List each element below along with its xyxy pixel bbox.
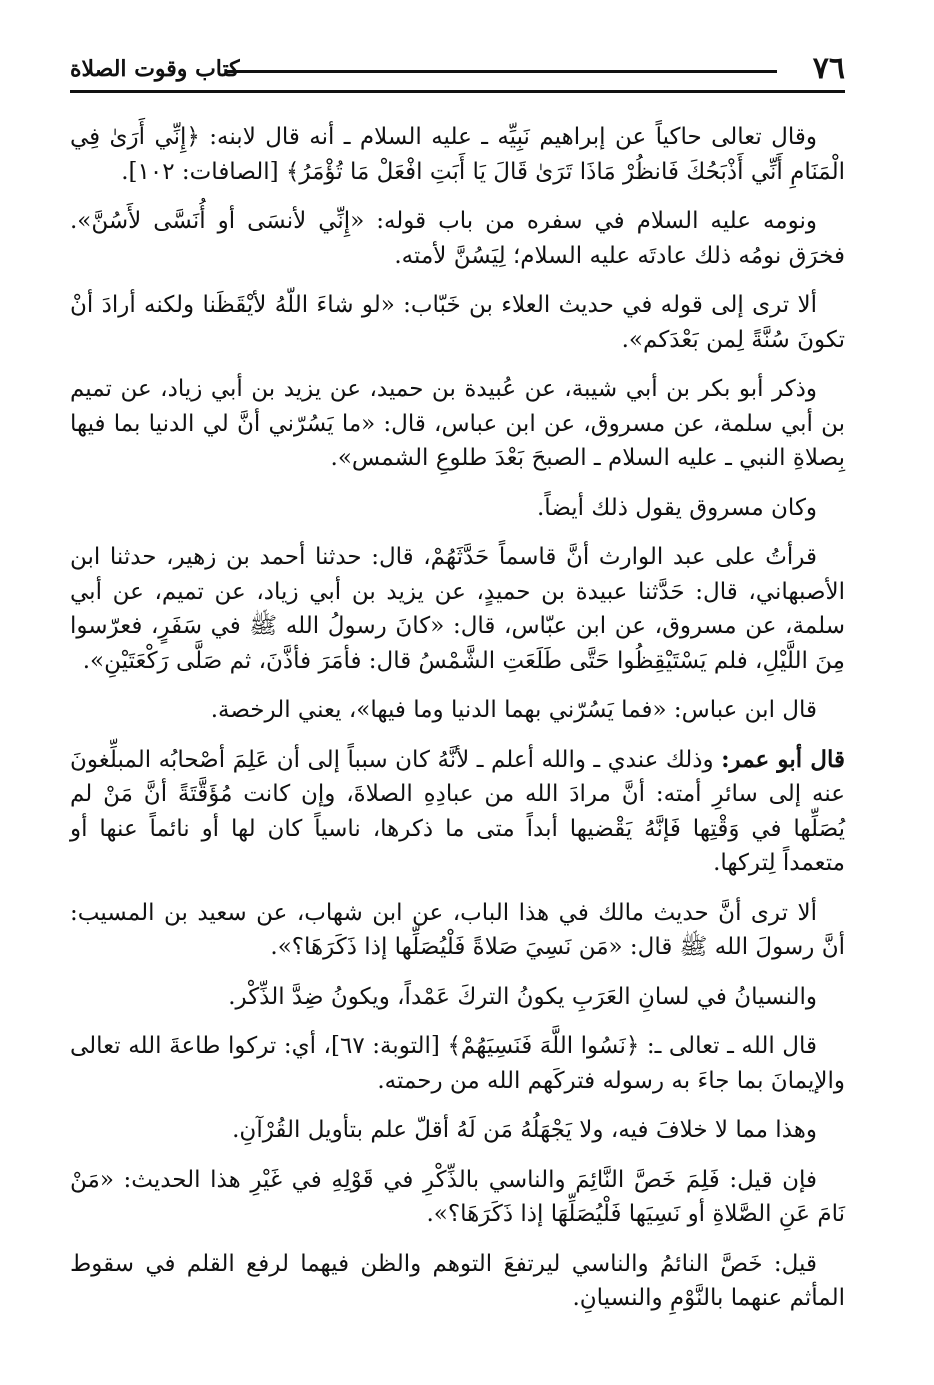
header-rule-top <box>225 70 777 73</box>
paragraph: قيل: خَصَّ النائمُ والناسي ليرتفعَ التوهم والظن فيهما لرفع القلم في سقوط المأثم عنهما بالنَّوْمِ والنسيانِ. <box>70 1250 845 1311</box>
paragraph: فإن قيل: فَلِمَ خَصَّ النَّائِمَ والناسي بالذِّكْرِ في قَوْلِهِ في غَيْرِ هذا الحديث: «مَنْ نَامَ عَنِ الصَّلاةِ أو نَسِيَها فَلْيُصَلِّهَا إذا ذَكَرَهَا؟». <box>70 1166 845 1227</box>
paragraph: قال الله ـ تعالى ـ: ﴿نَسُوا اللَّهَ فَنَسِيَهُمْ﴾ [التوبة: ٦٧]، أي: تركوا طاعةَ الله تعالى والإيمانَ بما جاءَ به رسوله فتركَهم الله من رحمته. <box>70 1033 845 1094</box>
paragraph: قرأتُ على عبد الوارث أنَّ قاسماً حَدَّثَهُمْ، قال: حدثنا أحمد بن زهير، حدثنا ابن الأصبهاني، قال: حَدَّثنا عبيدة بن حميدٍ، عن يزيد بن أبي زياد، عن تميم، عن أبي سلمة، عن مسروق، عن ابن عبّاس، قال: «كانَ رسولُ الله ﷺ في سَفَرٍ، فعرّسوا مِنَ اللَّيْلِ، فلم يَسْتَيْقِظُوا حَتَّى طَلَعَتِ الشَّمْسُ قال: فأمَرَ فأذَّنَ، ثم صَلَّى رَكْعَتَيْنِ». <box>70 544 845 674</box>
paragraph: ونومه عليه السلام في سفره من باب قوله: «إِنِّي لأنسَى أو أُنَسَّى لأَسُنَّ». فخرَق نومُه ذلك عادتَه عليه السلام؛ لِيَسُنَّ لأمته. <box>70 208 845 269</box>
header-rule-bottom <box>70 90 845 93</box>
paragraph: وقال تعالى حاكياً عن إبراهيم نَبِيِّه ـ عليه السلام ـ أنه قال لابنه: ﴿إِنِّي أَرَىٰ فِي الْمَنَامِ أَنِّي أَذْبَحُكَ فَانظُرْ مَاذَا تَرَىٰ قَالَ يَا أَبَتِ افْعَلْ مَا تُؤْمَرُ﴾ [الصافات: ١٠٢]. <box>70 124 845 185</box>
page-header <box>70 52 845 92</box>
page-body <box>70 120 845 1331</box>
paragraph-abu-umar <box>70 743 845 881</box>
paragraph: وكان مسروق يقول ذلك أيضاً. <box>537 494 817 521</box>
paragraph-text: وذلك عندي ـ والله أعلم ـ لأنَّهُ كان سبباً إلى أن عَلِمَ أصْحابُه المبلِّغونَ عنه إلى سائرِ أمته: أنَّ مرادَ الله من عبادِهِ الصلاةَ، وإن كانت مُؤَقَّتَةً أنَّ مَنْ لم يُصَلِّها في وَقْتِها فَإنَّهُ يَقْضيها أبداً متى ما ذكرها، ناسياً كان لها أو نائماً عنها أو متعمداً لِتركها. <box>70 746 845 876</box>
page-number: ٧٦ <box>812 51 845 86</box>
paragraph: قال ابن عباس: «فما يَسُرّني بهما الدنيا وما فيها»، يعني الرخصة. <box>210 697 817 723</box>
chapter-title: كتاب وقوت الصلاة <box>70 56 240 82</box>
paragraph: والنسيانُ في لسانِ العَرَبِ يكونُ التركَ عَمْداً، ويكونُ ضِدَّ الذِّكْر. <box>228 983 817 1010</box>
paragraph: ألا ترى أنَّ حديث مالك في هذا الباب، عن ابن شهاب، عن سعيد بن المسيب: أنَّ رسولَ الله ﷺ قال: «مَن نَسِيَ صَلاةً فَلْيُصَلِّها إذا ذَكَرَهَا؟». <box>70 899 845 960</box>
paragraph: وهذا مما لا خلافَ فيه، ولا يَجْهَلُهُ مَن لَهُ أقلّ علم بتأويل القُرْآنِ. <box>232 1117 817 1143</box>
paragraph: ألا ترى إلى قوله في حديث العلاء بن خَبّاب: «لو شاءَ اللّهُ لأيْقَظَنا ولكنه أرادَ أنْ تكونَ سُنَّةً لِمن بَعْدَكم». <box>70 292 845 353</box>
paragraph-lead: قال أبو عمر: <box>721 745 845 773</box>
paragraph: وذكر أبو بكر بن أبي شيبة، عن عُبيدة بن حميد، عن يزيد بن أبي زياد، عن تميم بن أبي سلمة، عن مسروق، عن ابن عباس، قال: «ما يَسُرّني أنَّ لي الدنيا بما فيها بِصلاةِ النبي ـ عليه السلام ـ الصبحَ بَعْدَ طلوعِ الشمس». <box>70 376 845 471</box>
